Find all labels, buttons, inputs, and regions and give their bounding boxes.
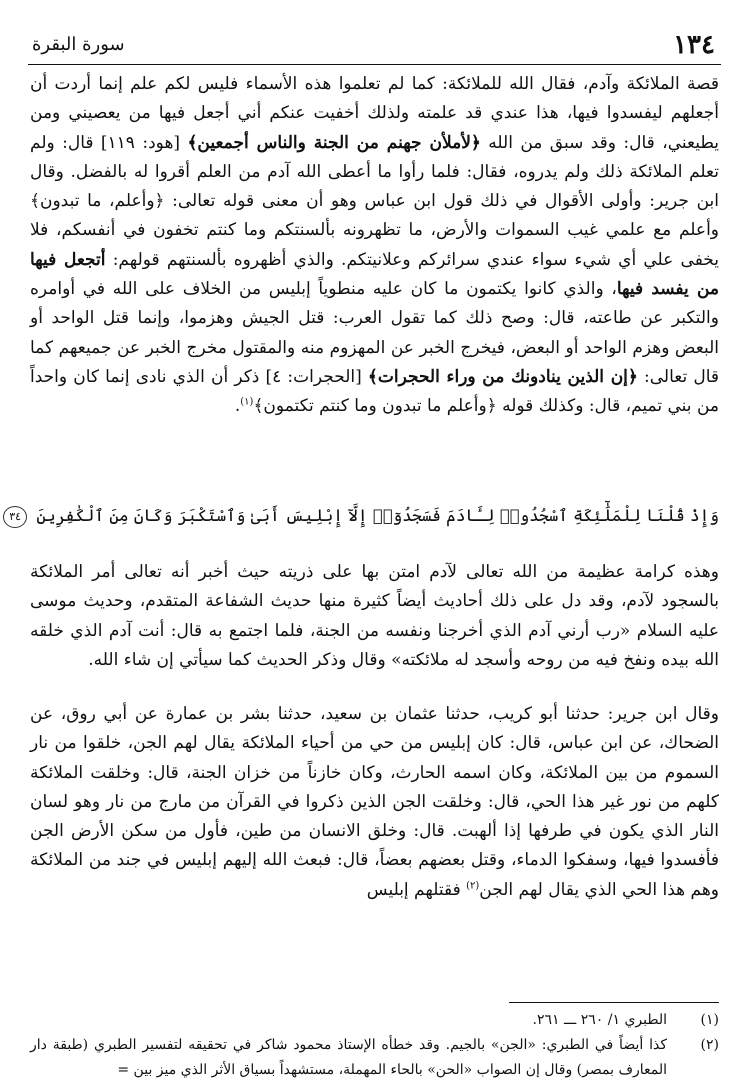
paragraph-3-text-a: وقال ابن جرير: حدثنا أبو كريب، حدثنا عثمان بن سعيد، حدثنا بشر بن عمارة عن أبي روق، عن الضحاك، عن ابن عباس، قال: كان إبليس من حي من أحياء الملائكة يقال لهم الجن، خلقوا من نار السموم من بين الملائكة، وكان اسمه الحارث، وكان خازناً من خزان الجنة، قال: وخلقت الملائكة كلهم من نور غير هذا الحي، قال: وخلقت الجن الذين ذكروا في القرآن من مارج من نار وهو لسان النار الذي يكون في طرفها إذا ألهبت. قال: وخلق الانسان من طين، فأول من سكن الأرض الجن فأفسدوا فيها، وسفكوا الدماء، وقتل بعضهم بعضاً، قال: فبعث الله إليهم إبليس في جند من الملائكة وهم هذا الحي الذي يقال لهم الجن <box>30 704 719 900</box>
footnote-number: (١) <box>700 1012 719 1028</box>
quran-verse <box>9 502 719 530</box>
header-divider <box>28 64 721 65</box>
paragraph-1-text-a: قصة الملائكة وآدم، فقال الله للملائكة: كما لم تعلموا هذه الأسماء فليس لكم علم إنما أردت أن أجعلهم ليفسدوا فيها، هذا عندي قد علمته ولذلك أخفيت عنكم أني أجعل فيها من يعصيني ومن يطيعني، قال: وقد سبق من الله <box>30 74 719 153</box>
footnote-2 <box>30 1033 719 1083</box>
quran-quote-hud: ﴿لأملأن جهنم من الجنة والناس أجمعين﴾ <box>187 132 481 153</box>
footnote-ref-1: (١) <box>240 396 254 408</box>
verse-text: وَإِذْ قُلْنَا لِلْمَلَٰٓئِكَةِ ٱسْجُدُوا۟ لِـَٔادَمَ فَسَجَدُوٓا۟ إِلَّآ إِبْلِيسَ أَبَىٰ وَٱسْتَكْبَرَ وَكَانَ مِنَ ٱلْكَٰفِرِينَ <box>36 506 719 525</box>
quran-quote-hujurat: ﴿إن الذين ينادونك من وراء الحجرات﴾ <box>367 366 638 387</box>
quoted-saying: أتجعل فيها من يفسد فيها <box>30 249 719 300</box>
footnote-divider <box>509 1002 719 1003</box>
paragraph-3 <box>30 700 719 905</box>
footnote-text: كذا أيضاً في الطبري: «الجن» بالجيم. وقد خطأه الإستاذ محمود شاكر في تحقيقه لتفسير الطبري (طبقة دار المعارف بمصر) وقال إن الصواب «الحن» بالحاء المهملة، مستشهداً بسياق الأثر الذي ميز بين = <box>30 1037 667 1078</box>
running-title: سورة البقرة <box>32 34 125 55</box>
footnotes <box>30 1008 719 1083</box>
paragraph-1-text-b: [هود: ١١٩] قال: ولم تعلم الملائكة ذلك ولم يدروه، فقال: فلما رأوا ما أعطى الله آدم من العلم أقروا له بالفضل. وقال ابن جرير: وأولى الأقوال في ذلك قول ابن عباس وهو أن معنى قوله تعالى: ﴿وأعلم، ما تبدون﴾ وأعلم مع علمي غيب السموات والأرض، ما تظهرونه بألسنتكم وما كنتم تخفون في أنفسكم، فلا يخفى علي أي شيء سواء عندي سرائركم وعلانيتكم. والذي أظهروه بألسنتهم قولهم: <box>30 132 719 270</box>
paragraph-1-end: . <box>234 396 241 417</box>
footnote-text: الطبري ١/ ٢٦٠ ـــ ٢٦١. <box>532 1012 667 1028</box>
footnote-number: (٢) <box>700 1037 719 1053</box>
paragraph-2: وهذه كرامة عظيمة من الله تعالى لآدم امتن بها على ذريته حيث أخبر أنه تعالى أمر الملائكة بالسجود لآدم، وقد دل على ذلك أحاديث أيضاً كثيرة منها حديث الشفاعة المتقدم، وحديث موسى عليه السلام «رب أرني آدم الذي أخرجنا ونفسه من الجنة، فلما اجتمع به قال: أنت آدم الذي خلقه الله بيده ونفخ فيه من روحه وأسجد له ملائكته» وقال وذكر الحديث كما سيأتي إن شاء الله. <box>30 562 719 670</box>
footnote-ref-2: (٢) <box>466 880 480 892</box>
footnote-1 <box>30 1008 719 1033</box>
page-number: ١٣٤ <box>673 30 715 60</box>
paragraph-1-text-d: [الحجرات: ٤] ذكر أن الذي نادى إنما كان واحداً من بني تميم، قال: وكذلك قوله ﴿وأعلم ما تبدون وما كنتم تكتمون﴾ <box>30 366 719 417</box>
ayah-number-marker: ٣٤ <box>3 506 27 528</box>
paragraph-3-text-b: فقتلهم إبليس <box>366 879 467 900</box>
paragraph-1-text-c: ، والذي كانوا يكتمون ما كان عليه منطوياً إبليس من الخلاف على الله في أوامره والتكبر عن طاعته، قال: وصح ذلك كما تقول العرب: قتل الجيش وهزموا، وإنما قتل الواحد أو البعض وهزم الواحد أو البعض، فيخرج الخبر عن المهزوم منه والمقتول مخرج الخبر عن جميعهم كما قال تعالى: <box>30 279 720 387</box>
page-header <box>28 30 721 64</box>
paragraph-1 <box>30 70 719 422</box>
